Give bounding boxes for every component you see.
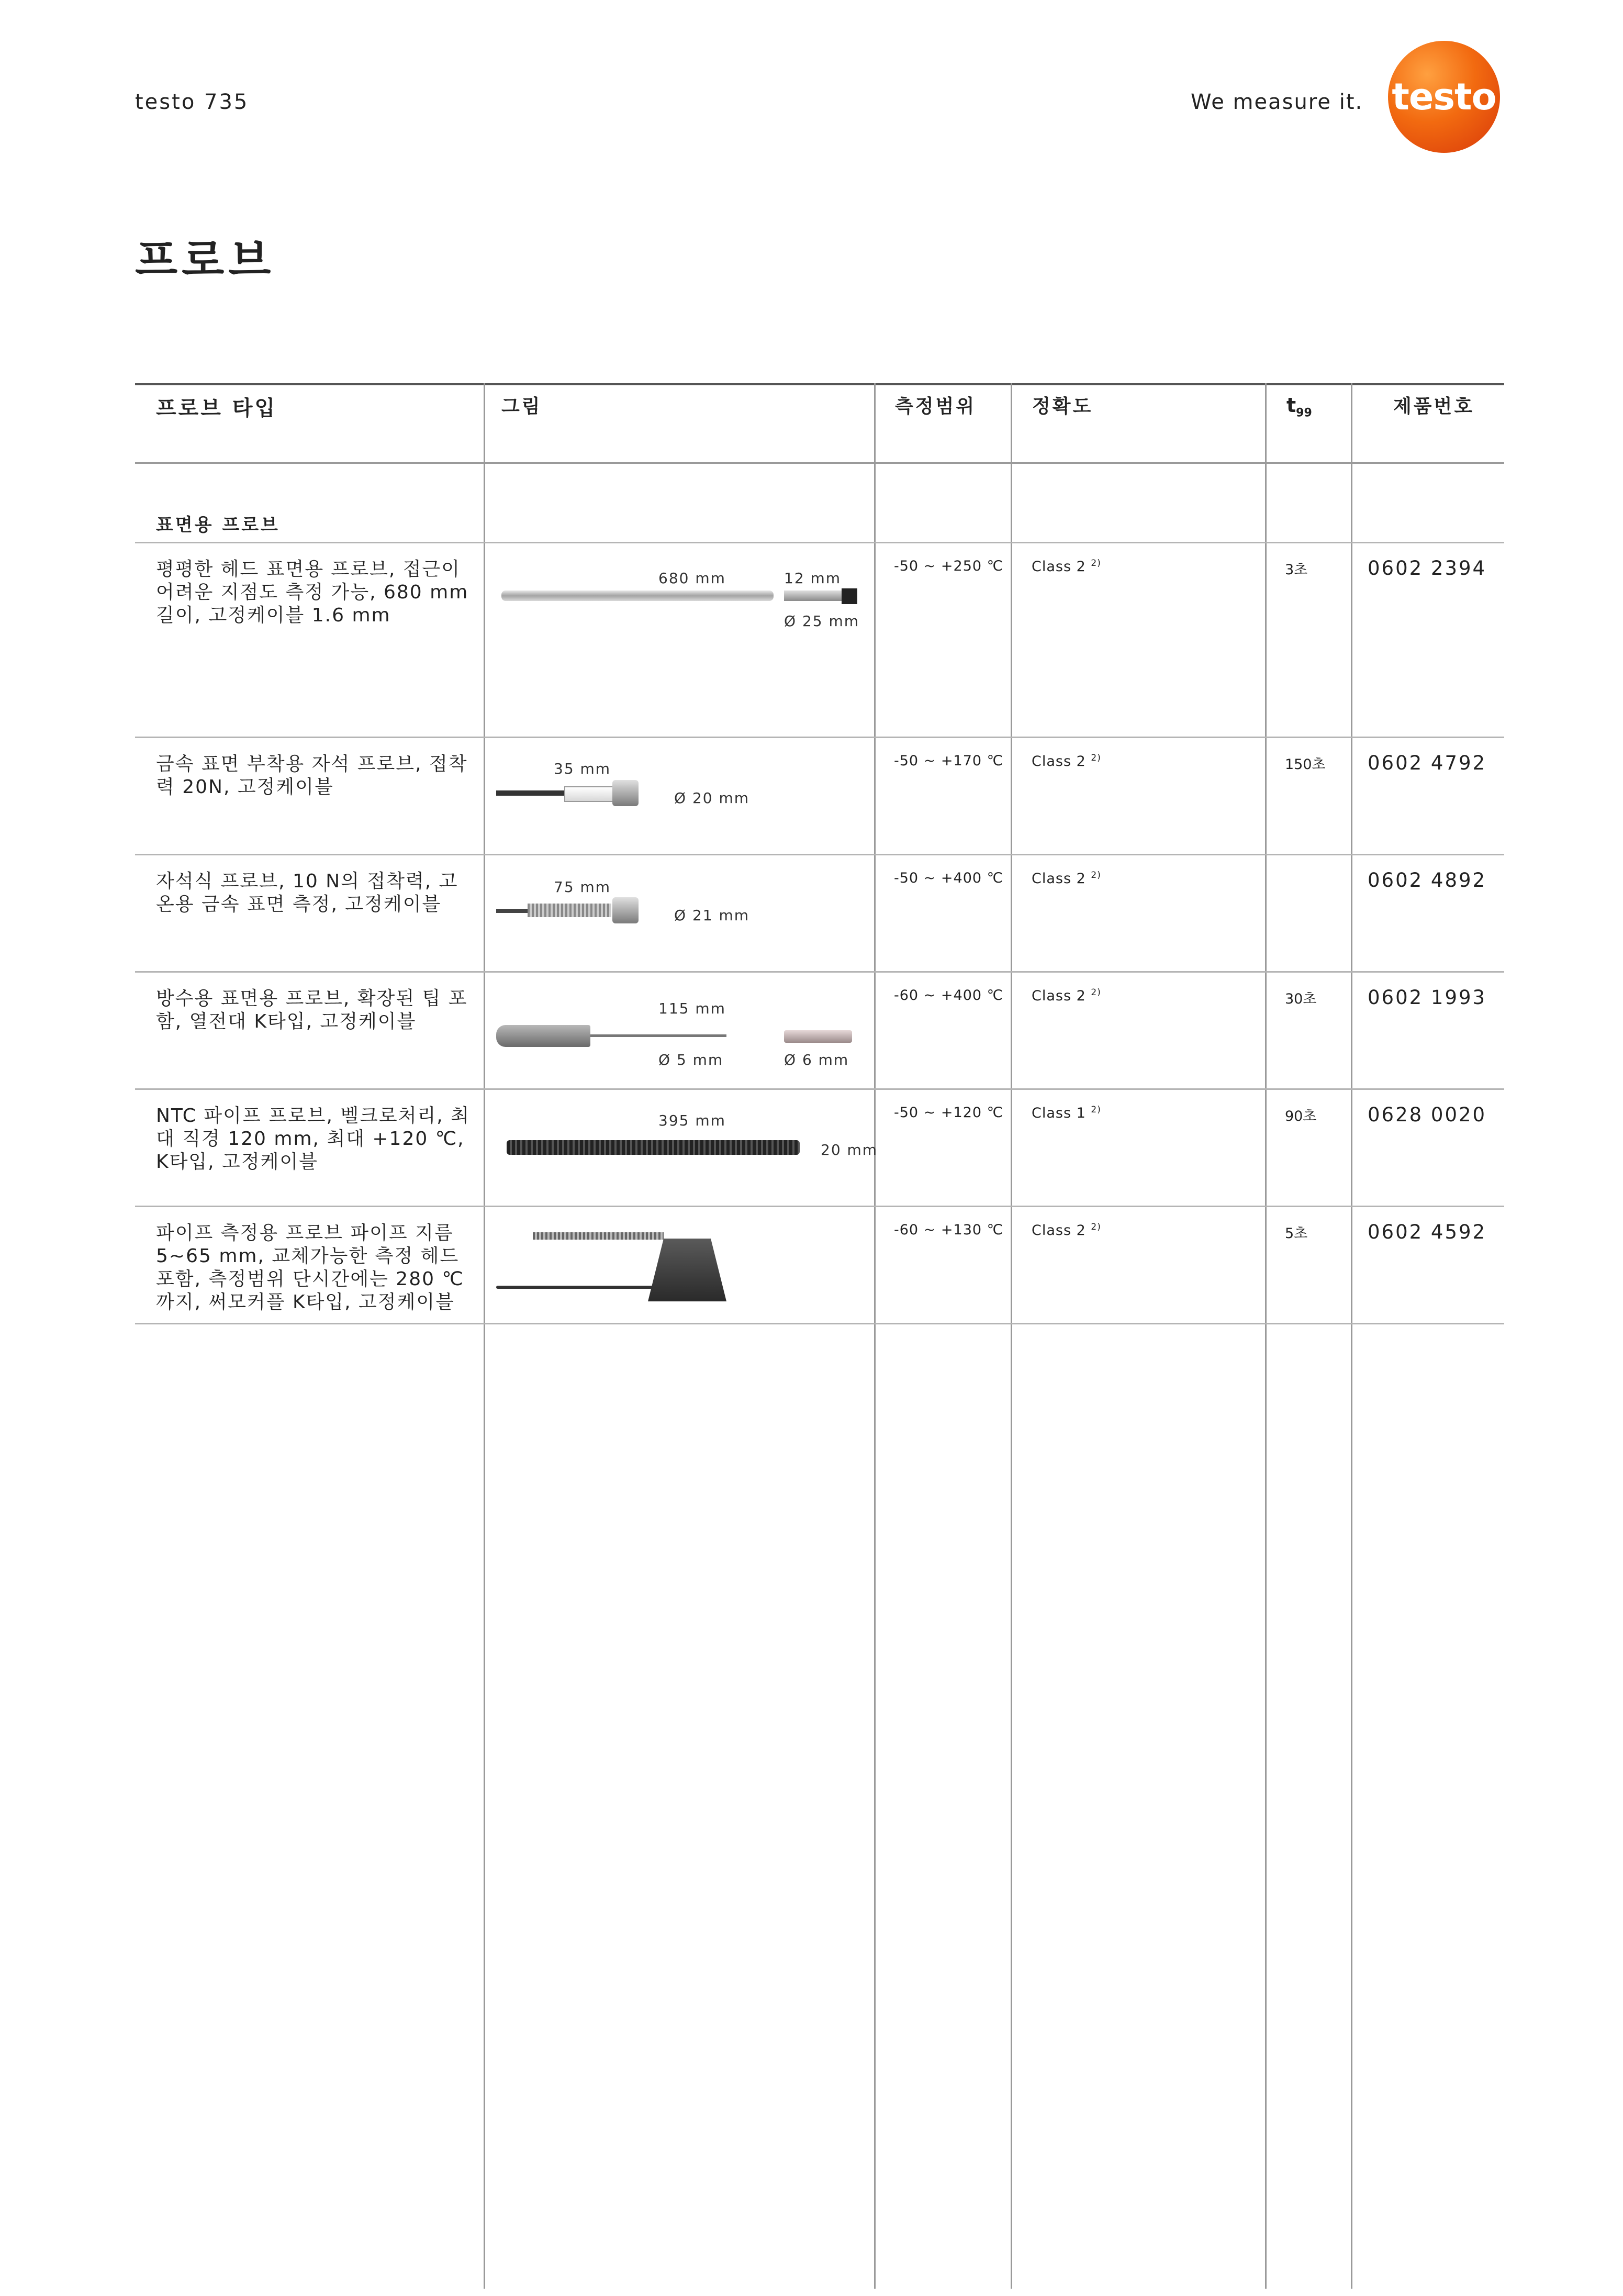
row-response-time: 90초 [1285, 1108, 1317, 1124]
accuracy-text: Class 2 [1032, 559, 1086, 575]
probe-tip-image [784, 1030, 852, 1043]
row-accuracy [1032, 987, 1101, 1004]
row-range: -50 ~ +120 ℃ [894, 1105, 1003, 1121]
row-range: -60 ~ +130 ℃ [894, 1222, 1003, 1238]
row-description: 평평한 헤드 표면용 프로브, 접근이 어려운 지점도 측정 가능, 680 mm 길이, 고정케이블 1.6 mm [156, 559, 469, 626]
probe-cable-image [496, 790, 564, 796]
row-part-number: 0602 4892 [1368, 869, 1487, 891]
row-accuracy [1032, 558, 1101, 575]
row-accuracy [1032, 1105, 1101, 1121]
row-range: -50 ~ +400 ℃ [894, 870, 1003, 886]
dimension-label: 20 mm [821, 1141, 878, 1158]
accuracy-text: Class 1 [1032, 1105, 1086, 1121]
probe-cable-image [496, 1286, 653, 1289]
accuracy-footnote: 2) [1091, 987, 1101, 998]
table-row [135, 1090, 1504, 1207]
table-row [135, 973, 1504, 1090]
row-accuracy [1032, 753, 1101, 770]
accuracy-footnote: 2) [1091, 558, 1101, 569]
spring-image [533, 1232, 664, 1240]
header-bottom-rule [135, 462, 1504, 464]
page-title: 프로브 [135, 235, 275, 286]
dimension-label: Ø 5 mm [658, 1051, 724, 1068]
header-part-no: 제품번호 [1393, 396, 1475, 417]
dimension-label: 35 mm [554, 760, 611, 777]
header-t99 [1286, 394, 1312, 420]
dimension-label: Ø 25 mm [784, 612, 860, 630]
accuracy-text: Class 2 [1032, 988, 1086, 1004]
row-response-time: 30초 [1285, 991, 1317, 1007]
row-response-time: 3초 [1285, 562, 1308, 578]
accuracy-footnote: 2) [1091, 870, 1101, 880]
probe-tip-image [784, 590, 842, 601]
row-response-time: 5초 [1285, 1225, 1308, 1242]
accuracy-footnote: 2) [1091, 1105, 1101, 1115]
dimension-label: 395 mm [658, 1112, 726, 1129]
row-description: 방수용 표면용 프로브, 확장된 팁 포함, 열전대 K타입, 고정케이블 [156, 988, 468, 1032]
accuracy-text: Class 2 [1032, 871, 1086, 887]
row-part-number: 0602 2394 [1368, 557, 1487, 579]
dimension-label: Ø 6 mm [784, 1051, 849, 1068]
row-description: 금속 표면 부착용 자석 프로브, 접착력 20N, 고정케이블 [156, 753, 468, 798]
table-row [135, 738, 1504, 855]
product-name: testo 735 [135, 90, 249, 114]
table-row [135, 855, 1504, 973]
header-picture: 그림 [501, 396, 542, 417]
probe-handle-image [496, 1025, 590, 1047]
dimension-label: 12 mm [784, 570, 842, 587]
t99-letter: t [1286, 394, 1296, 417]
table-top-rule [135, 383, 1504, 385]
testo-logo [1388, 41, 1500, 153]
magnet-head-image [612, 780, 639, 806]
probe-needle-image [590, 1034, 726, 1037]
dimension-label: 75 mm [554, 878, 611, 896]
row-accuracy [1032, 870, 1101, 887]
probe-head-image [842, 588, 857, 604]
probe-cable-image [496, 909, 528, 913]
dimension-label: Ø 21 mm [674, 907, 750, 924]
tagline: We measure it. [1191, 90, 1363, 114]
row-part-number: 0602 1993 [1368, 986, 1487, 1009]
accuracy-text: Class 2 [1032, 753, 1086, 770]
row-range: -50 ~ +250 ℃ [894, 558, 1003, 574]
header-range: 측정범위 [895, 396, 977, 417]
accuracy-footnote: 2) [1091, 1222, 1101, 1232]
dimension-label: Ø 20 mm [674, 789, 750, 807]
probe-shaft-image [501, 590, 774, 601]
row-part-number: 0602 4792 [1368, 752, 1487, 774]
dimension-label: 680 mm [658, 570, 726, 587]
row-part-number: 0602 4592 [1368, 1221, 1487, 1243]
t99-subscript: 99 [1296, 406, 1312, 420]
row-divider [135, 1323, 1504, 1324]
row-description: 파이프 측정용 프로브 파이프 지름 5~65 mm, 교체가능한 측정 헤드 포함, 측정범위 단시간에는 280 ℃까지, 써모커플 K타입, 고정케이블 [156, 1222, 464, 1313]
row-description: 자석식 프로브, 10 N의 접착력, 고온용 금속 표면 측정, 고정케이블 [156, 871, 458, 915]
velcro-strap-image [507, 1140, 800, 1155]
row-range: -60 ~ +400 ℃ [894, 987, 1003, 1004]
row-part-number: 0628 0020 [1368, 1104, 1487, 1126]
section-surface-label: 표면용 프로브 [156, 515, 280, 536]
header-probe-type: 프로브 타입 [156, 396, 277, 420]
probe-grip-image [564, 786, 613, 802]
logo-text: testo [1392, 75, 1496, 118]
accuracy-footnote: 2) [1091, 753, 1101, 763]
dimension-label: 115 mm [658, 1000, 726, 1017]
accuracy-text: Class 2 [1032, 1222, 1086, 1239]
row-range: -50 ~ +170 ℃ [894, 753, 1003, 769]
table-row [135, 1207, 1504, 1324]
row-description: NTC 파이프 프로브, 벨크로처리, 최대 직경 120 mm, 최대 +120 ℃, K타입, 고정케이블 [156, 1105, 470, 1173]
magnet-head-image [612, 897, 639, 923]
header-accuracy: 정확도 [1032, 396, 1093, 417]
pipe-clamp-head-image [648, 1239, 726, 1301]
spring-shaft-image [528, 904, 611, 917]
row-response-time: 150초 [1285, 756, 1326, 773]
table-row [135, 543, 1504, 738]
row-accuracy [1032, 1222, 1101, 1239]
